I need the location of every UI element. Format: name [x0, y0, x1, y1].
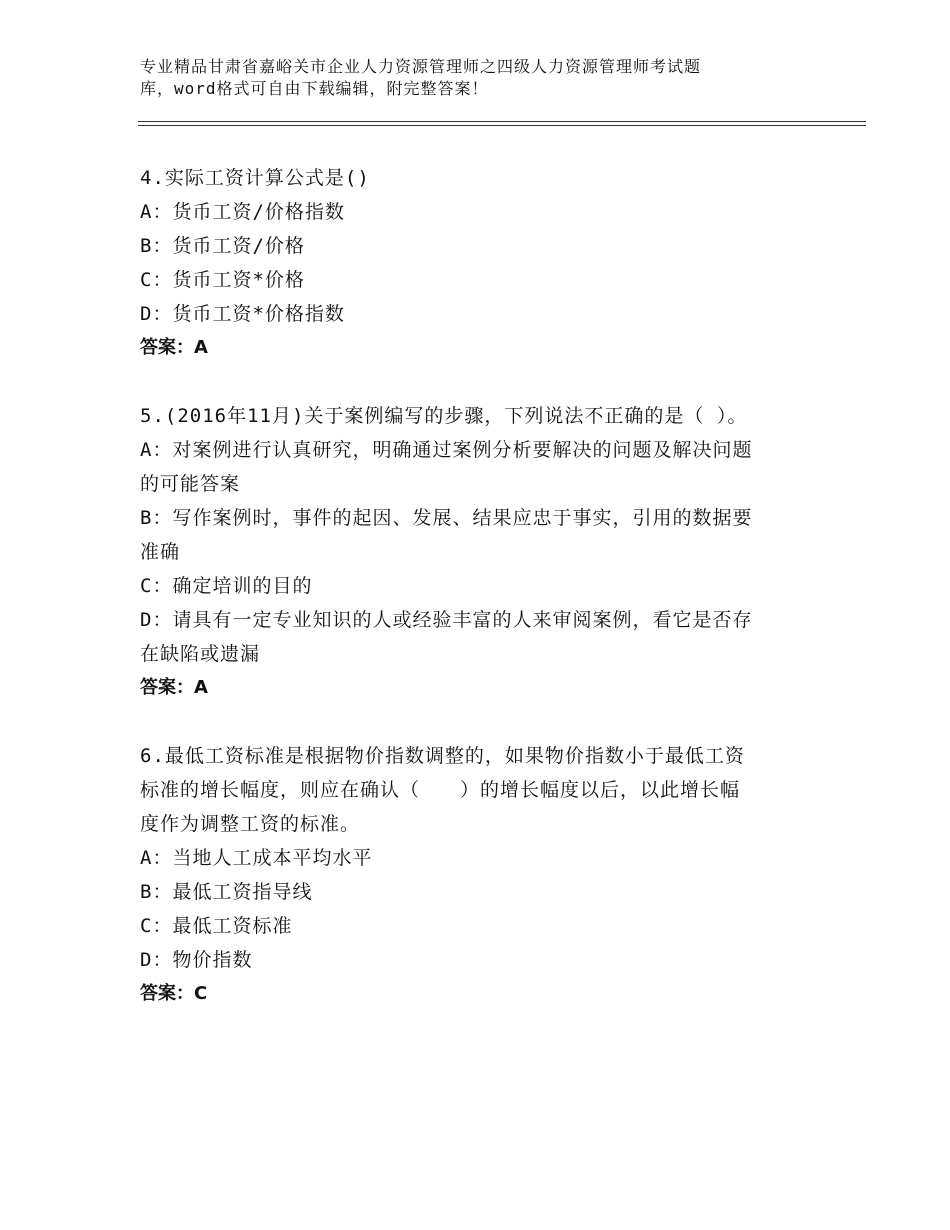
answer-label: 答案：A — [140, 677, 208, 698]
question-5 — [140, 399, 820, 705]
question-stem-continued: 度作为调整工资的标准。 — [140, 813, 361, 835]
question-stem: 4.实际工资计算公式是() — [140, 167, 370, 189]
header-divider-bottom — [138, 125, 866, 126]
question-spacer — [140, 705, 820, 739]
option-d: D：请具有一定专业知识的人或经验丰富的人来审阅案例，看它是否存 — [140, 609, 753, 631]
option-b: B：写作案例时，事件的起因、发展、结果应忠于事实，引用的数据要 — [140, 507, 753, 529]
option-c: C：确定培训的目的 — [140, 575, 313, 597]
header-title-line-1: 专业精品甘肃省嘉峪关市企业人力资源管理师之四级人力资源管理师考试题 — [140, 57, 702, 76]
option-d: D：物价指数 — [140, 949, 253, 971]
option-b: B：最低工资指导线 — [140, 881, 313, 903]
question-list — [140, 161, 820, 1011]
option-d-continued: 在缺陷或遗漏 — [140, 643, 261, 665]
answer-label: 答案：C — [140, 983, 208, 1004]
option-b: B：货币工资/价格 — [140, 235, 305, 257]
option-b-continued: 准确 — [140, 541, 181, 563]
option-c: C：最低工资标准 — [140, 915, 293, 937]
document-header — [140, 56, 780, 100]
option-c: C：货币工资*价格 — [140, 269, 305, 291]
option-d: D：货币工资*价格指数 — [140, 303, 345, 325]
question-stem: 5.(2016年11月)关于案例编写的步骤，下列说法不正确的是（ ）。 — [140, 405, 748, 427]
question-4 — [140, 161, 820, 365]
option-a: A：当地人工成本平均水平 — [140, 847, 373, 869]
question-stem: 6.最低工资标准是根据物价指数调整的，如果物价指数小于最低工资 — [140, 745, 745, 767]
question-6 — [140, 739, 820, 1011]
option-a: A：对案例进行认真研究，明确通过案例分析要解决的问题及解决问题 — [140, 439, 753, 461]
option-a: A：货币工资/价格指数 — [140, 201, 345, 223]
answer-label: 答案：A — [140, 337, 208, 358]
header-title-line-2: 库，word格式可自由下载编辑，附完整答案！ — [140, 79, 489, 98]
question-stem-continued: 标准的增长幅度，则应在确认（ ）的增长幅度以后，以此增长幅 — [140, 779, 741, 801]
header-divider-top — [138, 121, 866, 122]
question-spacer — [140, 365, 820, 399]
option-a-continued: 的可能答案 — [140, 473, 241, 495]
